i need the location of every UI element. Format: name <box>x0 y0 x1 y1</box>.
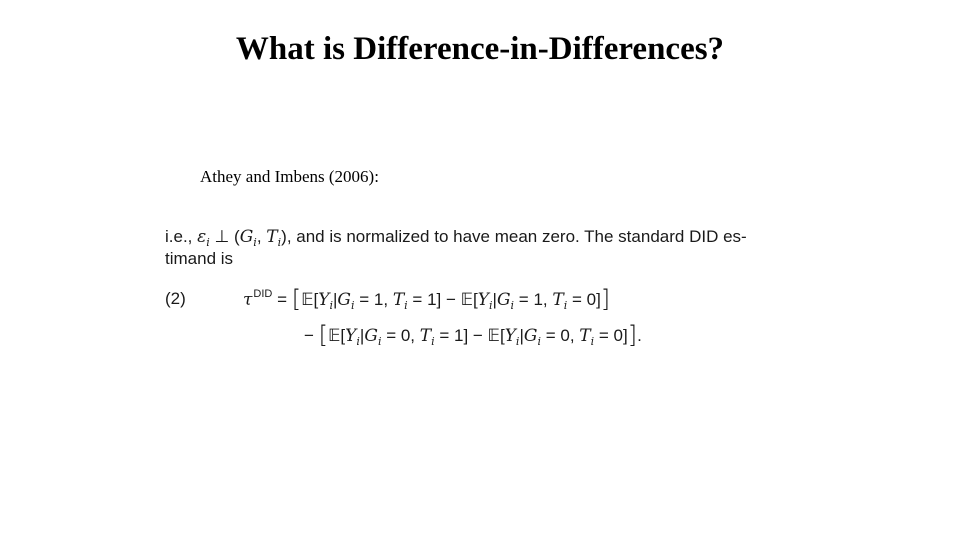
excerpt-line-1: i.e., $\varepsilon_i$ ⊥ ($G_i$, $T_i$), and is normalized to have mean zero. The standard DID es- <box>165 227 747 249</box>
slide-title: What is Difference-in-Differences? <box>235 31 725 67</box>
equation-row-2: − [$𝔼[Y_i|G_i = 0$, $T_i = 1$] − $𝔼[Y_i|G_i = 0$, $T_i = 0$]]. <box>304 321 642 349</box>
equation-number: (2) <box>165 289 186 308</box>
citation-text: Athey and Imbens (2006): <box>200 167 379 186</box>
excerpt-line-2: timand is <box>165 249 234 268</box>
equation-row-1: $\tau^{DID}$ = [$𝔼[Y_i|G_i = 1$, $T_i = 1$] − $𝔼[Y_i|G_i = 1$, $T_i = 0$]] <box>243 285 611 313</box>
paper-excerpt-image <box>165 226 805 356</box>
